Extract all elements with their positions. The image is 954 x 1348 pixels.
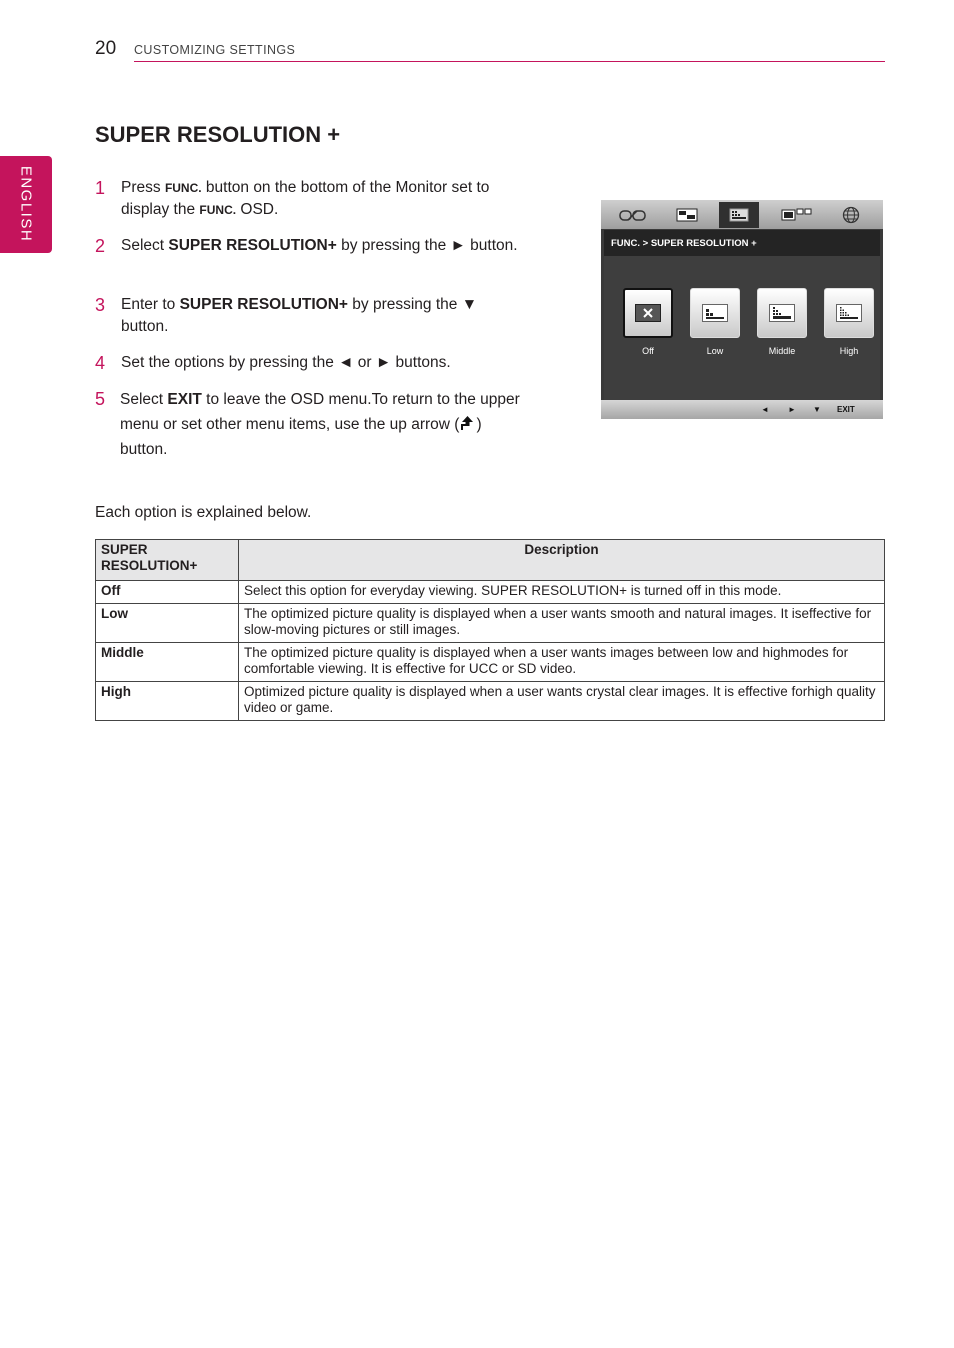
picture-mode-icon xyxy=(619,208,647,222)
osd-tab-super-resolution xyxy=(719,202,759,228)
step-text: Select SUPER RESOLUTION+ by pressing the ► button. xyxy=(121,237,518,254)
osd-option-label: Low xyxy=(706,346,724,356)
table-header-row xyxy=(96,540,885,581)
header-rule xyxy=(134,61,885,62)
high-icon xyxy=(836,304,862,322)
osd-option-label: High xyxy=(839,346,859,356)
table-row xyxy=(96,682,885,721)
osd-key-exit: EXIT xyxy=(837,405,855,414)
osd-key-left: ◄ xyxy=(761,405,769,414)
step-number: 4 xyxy=(95,353,106,373)
step-text: Enter to SUPER RESOLUTION+ by pressing the ▼ button. xyxy=(121,296,478,335)
osd-tab-bar xyxy=(601,200,883,229)
dual-picture-icon xyxy=(676,208,698,222)
step-number: 2 xyxy=(95,236,106,256)
osd-option-off xyxy=(623,288,673,356)
column-header-description: Description xyxy=(239,540,885,581)
osd-key-right: ► xyxy=(788,405,796,414)
super-resolution-icon xyxy=(729,208,749,222)
osd-breadcrumb xyxy=(604,230,880,256)
option-name: Off xyxy=(96,581,239,604)
table-intro: Each option is explained below. xyxy=(95,504,312,521)
osd-option-middle xyxy=(757,288,807,356)
option-description: The optimized picture quality is displayed when a user wants images between low and highmodes for comfortable viewing. It is effective for UCC or SD video. xyxy=(239,643,885,682)
step-number: 5 xyxy=(95,389,106,409)
globe-icon xyxy=(842,206,860,224)
option-description: The optimized picture quality is displayed when a user wants smooth and natural images. It iseffective for slow-moving pictures or still images. xyxy=(239,604,885,643)
section-name: CUSTOMIZING SETTINGS xyxy=(134,43,296,57)
osd-options-panel xyxy=(604,256,880,400)
off-icon xyxy=(635,304,661,322)
table-row xyxy=(96,604,885,643)
option-name: Low xyxy=(96,604,239,643)
option-name: Middle xyxy=(96,643,239,682)
osd-screenshot xyxy=(601,200,883,419)
osd-option-high xyxy=(824,288,874,356)
osd-breadcrumb-text: FUNC. > SUPER RESOLUTION + xyxy=(611,238,757,249)
pip-icon xyxy=(781,208,813,222)
low-icon xyxy=(702,304,728,322)
options-table xyxy=(95,539,885,721)
step-text: Select EXIT to leave the OSD menu.To return to the upper menu or set other menu items, use the up arrow ( ) button. xyxy=(120,391,520,458)
table-row xyxy=(96,581,885,604)
step-text: Press FUNC. button on the bottom of the Monitor set to display the FUNC. OSD. xyxy=(121,179,490,218)
step-number: 3 xyxy=(95,295,106,315)
table-row xyxy=(96,643,885,682)
osd-option-low xyxy=(690,288,740,356)
osd-option-label: Middle xyxy=(768,346,796,356)
middle-icon xyxy=(769,304,795,322)
osd-tab-picture-mode xyxy=(613,202,653,228)
language-tab-label: ENGLISH xyxy=(17,165,35,243)
osd-key-bar xyxy=(601,400,883,419)
osd-tab-dual-picture xyxy=(667,202,707,228)
page-title: SUPER RESOLUTION + xyxy=(95,122,341,147)
language-tab xyxy=(0,156,52,253)
osd-key-down: ▼ xyxy=(813,405,821,414)
osd-option-label: Off xyxy=(642,346,654,356)
option-description: Optimized picture quality is displayed when a user wants crystal clear images. It is effective forhigh quality video or game. xyxy=(239,682,885,721)
step-text: Set the options by pressing the ◄ or ► buttons. xyxy=(121,354,451,371)
column-header-option: SUPER RESOLUTION+ xyxy=(96,540,239,581)
page-number: 20 xyxy=(95,38,117,59)
osd-tab-pip xyxy=(777,202,817,228)
option-name: High xyxy=(96,682,239,721)
up-arrow-icon xyxy=(460,414,475,430)
option-description: Select this option for everyday viewing. SUPER RESOLUTION+ is turned off in this mode. xyxy=(239,581,885,604)
step-number: 1 xyxy=(95,178,106,198)
osd-tab-settings xyxy=(831,202,871,228)
